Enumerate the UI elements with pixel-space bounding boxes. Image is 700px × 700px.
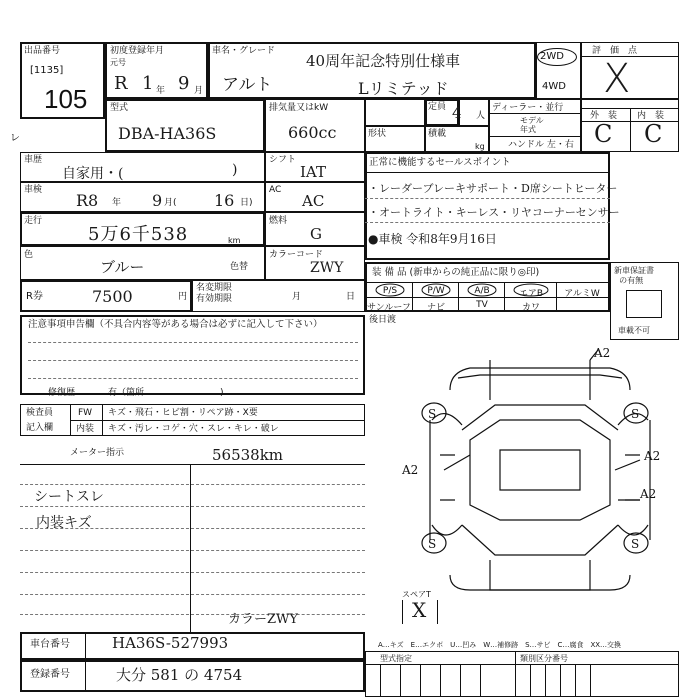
model-label: 型式: [110, 103, 129, 113]
mark-s-front-left: S: [428, 407, 437, 421]
inspector-label-1: 検査員: [26, 408, 54, 418]
capacity-value: 4: [452, 104, 462, 122]
era-label: 元号: [110, 58, 126, 67]
inspector-label-2: 記入欄: [26, 423, 54, 433]
special-edition: 40周年記念特別仕様車: [306, 52, 461, 70]
usage-label: 車歴: [24, 155, 43, 165]
color-value: ブルー: [100, 258, 145, 276]
mileage-unit: km: [228, 236, 241, 245]
mark-s-rear-right: S: [631, 537, 640, 551]
inspection-month-unit: 月(: [164, 198, 177, 208]
mark-a2-right-2: A2: [640, 487, 657, 501]
plate-label: 登録番号: [30, 669, 70, 680]
color-code-value: ZWY: [310, 260, 344, 276]
registration-era: R: [114, 73, 128, 94]
car-name-label: 車名・グレード: [212, 46, 276, 56]
chassis-label: 車台番号: [30, 639, 70, 650]
color-code-label: カラーコード: [269, 250, 324, 260]
engine-label: 排気量又はkW: [269, 103, 329, 113]
lot-label: 出品番号: [24, 46, 61, 56]
legend: A…キズ E…エクボ U…凹み W…補修跡 S…サビ C…腐食 XX…交換: [378, 641, 622, 649]
equip-ps: P/S: [382, 286, 398, 296]
score-value: X: [603, 56, 631, 102]
note-interior-scratch: 内装キズ: [36, 515, 92, 531]
mileage-label: 走行: [24, 216, 43, 226]
inspection-era: R8: [76, 191, 99, 210]
mark-a2-right-1: A2: [644, 449, 661, 463]
inspector-in-text: キズ・汚レ・コゲ・穴・スレ・キレ・破レ: [108, 424, 279, 434]
notes-label: 注意事項申告欄（不具合内容等がある場合は必ずに記入して下さい）: [28, 319, 323, 330]
name-change-label: 名変期限 有効期限: [196, 283, 233, 304]
meter-label: メーター指示: [70, 448, 125, 458]
drive-4wd: 4WD: [542, 81, 566, 92]
lot-code: [1135]: [30, 65, 64, 76]
recycle-unit: 円: [178, 292, 188, 302]
equip-pw: P/W: [427, 286, 445, 296]
inspector-in: 内装: [76, 424, 95, 434]
selling-point-1: ・レーダーブレーキサポート・D席シートヒーター: [368, 182, 618, 195]
capacity-unit: 人: [476, 111, 486, 121]
lot-number: 105: [44, 84, 88, 114]
repair-close: ): [220, 388, 224, 398]
inspection-month: 9: [152, 191, 163, 210]
inspection-year-unit: 年: [112, 198, 122, 208]
spare-label: スペアT: [402, 590, 431, 599]
warranty-label: 新車保証書 の有無: [614, 266, 654, 285]
inspector-fw: FW: [78, 408, 93, 418]
exterior-label: 外 装: [590, 111, 618, 121]
capacity-label: 定員: [428, 102, 447, 112]
note-color: カラーZWY: [228, 612, 298, 627]
usage-close: ): [232, 162, 238, 178]
mark-a2-left: A2: [402, 463, 419, 477]
load-label: 積載: [428, 129, 447, 139]
equip-alumi: アルミW: [564, 289, 600, 299]
score-label: 評 価 点: [592, 46, 638, 56]
recycle-label: R券: [26, 291, 43, 302]
equip-leather: カワ: [521, 303, 540, 313]
model-year-label: モデル 年式: [520, 116, 544, 134]
form-label: 型式指定: [380, 654, 412, 663]
selling-point-3: ●車検 令和8年9月16日: [368, 232, 497, 246]
shift-value: IAT: [300, 163, 326, 181]
repair-label: 修復歴: [48, 388, 76, 398]
fuel-label: 燃料: [269, 216, 288, 226]
recycle-value: 7500: [92, 287, 133, 306]
warranty-status: 車載不可: [618, 326, 650, 335]
inspection-day-unit: 日): [240, 198, 253, 208]
selling-point-2: ・オートライト・キーレス・リヤコーナーセンサー: [368, 206, 620, 219]
registration-month: 9: [178, 73, 190, 94]
fuel-value: G: [310, 225, 322, 243]
grade: Lリミテッド: [358, 79, 449, 98]
year-unit: 年: [156, 86, 166, 96]
plate-value: 大分 581 の 4754: [116, 666, 243, 684]
shift-label: シフト: [269, 155, 297, 165]
handle-label: ハンドル 左・右: [508, 140, 574, 150]
equipment-label: 装 備 品 (新車からの純正品に限り◎印): [372, 267, 540, 278]
usage-value: 自家用・(: [62, 166, 124, 182]
model-value: DBA-HA36S: [118, 124, 217, 143]
inspection-day: 16: [214, 191, 235, 210]
color-change-label: 色替: [230, 262, 249, 272]
meter-value: 56538km: [212, 446, 284, 464]
name-change-month: 月: [292, 292, 302, 302]
registration-label: 初度登録年月: [110, 46, 165, 56]
interior-score: C: [644, 120, 663, 148]
selling-label: 正常に機能するセールスポイント: [369, 157, 511, 168]
equip-airb: エアB: [518, 289, 544, 299]
interior-label: 内 装: [637, 111, 665, 121]
equip-sunroof: サンルーフ: [367, 303, 411, 313]
chassis-value: HA36S-527993: [112, 634, 229, 652]
car-name: アルト: [222, 75, 273, 95]
mileage-value: 5万6千538: [88, 224, 189, 245]
shape-label: 形状: [368, 129, 387, 139]
equip-tv: TV: [476, 300, 488, 310]
equip-navi: ナビ: [426, 303, 445, 313]
month-unit: 月: [194, 86, 204, 96]
dealer-label: ディーラー・並行: [492, 103, 564, 113]
ac-value: AC: [302, 192, 325, 210]
drive-2wd: 2WD: [540, 51, 564, 62]
equip-ab: A/B: [474, 286, 490, 296]
mark-s-front-right: S: [631, 407, 640, 421]
registration-year: 1: [142, 73, 154, 94]
mark-a2-top: A2: [594, 346, 611, 360]
note-seat-wear: シートスレ: [34, 489, 104, 505]
registration-lower-label: 後日渡: [369, 315, 397, 325]
ac-label: AC: [269, 185, 282, 195]
engine-value: 660cc: [288, 123, 337, 142]
exterior-score: C: [594, 120, 613, 148]
load-unit: kg: [475, 142, 485, 151]
category-label: 類別区分番号: [520, 654, 568, 663]
name-change-day: 日: [346, 292, 356, 302]
repair-value: 有（箇所: [108, 388, 145, 398]
inspector-fw-text: キズ・飛石・ヒビ割・リペア跡・X要: [108, 408, 258, 418]
margin-mark: レ: [10, 133, 20, 144]
spare-value: X: [412, 598, 427, 622]
inspection-label: 車検: [24, 185, 43, 195]
color-label: 色: [24, 250, 34, 260]
mark-s-rear-left: S: [428, 537, 437, 551]
